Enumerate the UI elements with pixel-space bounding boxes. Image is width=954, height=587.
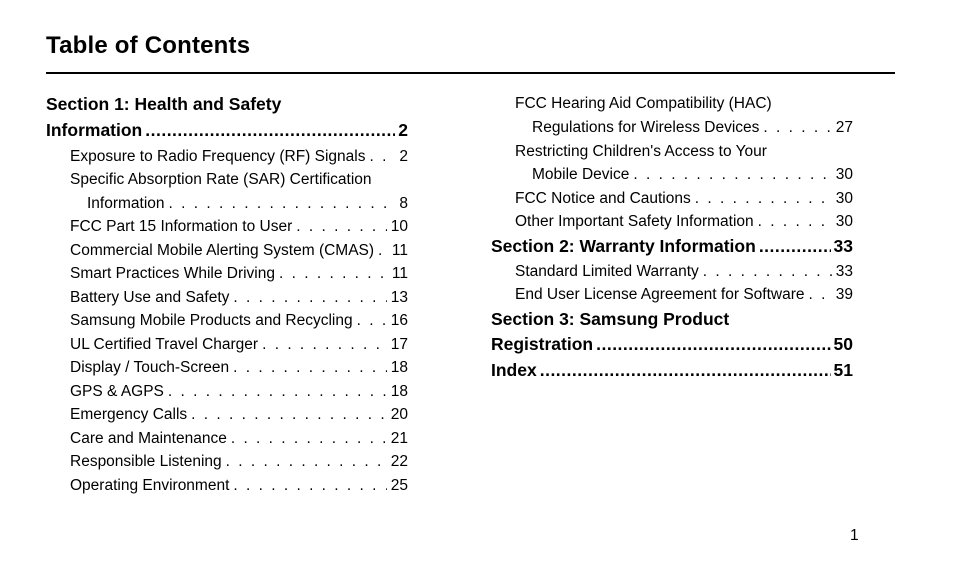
toc-entry[interactable] [70, 218, 408, 236]
toc-page-number: 21 [390, 430, 408, 447]
toc-page-number: 13 [390, 289, 408, 306]
dot-leader [233, 359, 387, 377]
toc-page-number: 16 [390, 312, 408, 329]
dot-leader [145, 120, 395, 141]
toc-section-2-entry[interactable] [491, 236, 853, 257]
dot-leader [191, 406, 387, 424]
toc-page-number: 25 [390, 477, 408, 494]
toc-entry[interactable] [70, 336, 408, 354]
dot-leader [233, 289, 386, 307]
toc-entry-text: FCC Notice and Cautions [515, 190, 691, 207]
toc-entry-text: GPS & AGPS [70, 383, 164, 400]
dot-leader [226, 453, 387, 471]
toc-entry[interactable] [515, 286, 853, 304]
toc-entry[interactable] [70, 148, 408, 166]
toc-entry[interactable] [70, 265, 408, 283]
toc-entry-heading[interactable]: Restricting Children's Access to Your [515, 143, 767, 160]
toc-page-number: 18 [390, 383, 408, 400]
toc-entry[interactable] [515, 213, 853, 231]
toc-section-3-entry[interactable] [491, 334, 853, 355]
dot-leader [758, 213, 832, 231]
toc-entry[interactable] [70, 289, 408, 307]
dot-leader [808, 286, 831, 304]
toc-entry[interactable] [70, 383, 408, 401]
dot-leader [262, 336, 387, 354]
toc-entry-text: Samsung Mobile Products and Recycling [70, 312, 353, 329]
toc-entry-heading[interactable]: Specific Absorption Rate (SAR) Certification [70, 171, 372, 188]
toc-entry-text: Exposure to Radio Frequency (RF) Signals [70, 148, 366, 165]
title-rule [46, 72, 895, 74]
dot-leader [279, 265, 388, 283]
dot-leader [233, 477, 386, 495]
toc-entry-text: Battery Use and Safety [70, 289, 230, 306]
toc-index-entry[interactable] [491, 360, 853, 381]
toc-entry[interactable] [515, 190, 853, 208]
toc-entry-text: Emergency Calls [70, 406, 188, 423]
toc-entry[interactable] [70, 312, 408, 330]
toc-entry-text: Smart Practices While Driving [70, 265, 275, 282]
dot-leader [596, 334, 830, 355]
dot-leader [703, 263, 832, 281]
page-title: Table of Contents [46, 32, 251, 59]
dot-leader [168, 383, 387, 401]
dot-leader [759, 236, 831, 257]
toc-page-number: 18 [390, 359, 408, 376]
toc-page-number: 10 [390, 218, 408, 235]
toc-page-number: 2 [399, 148, 408, 165]
toc-entry[interactable] [532, 166, 853, 184]
dot-leader [378, 242, 388, 260]
toc-entry-text: Section 2: Warranty Information [491, 236, 756, 256]
page-number: 1 [850, 527, 859, 544]
toc-page-number: 11 [391, 265, 408, 282]
toc-page-number: 22 [390, 453, 408, 470]
dot-leader [540, 360, 831, 381]
toc-entry[interactable] [70, 242, 408, 260]
toc-entry[interactable] [532, 119, 853, 137]
dot-leader [357, 312, 387, 330]
toc-entry[interactable] [515, 263, 853, 281]
toc-entry[interactable] [70, 406, 408, 424]
toc-entry[interactable] [70, 477, 408, 495]
toc-page-number: 30 [835, 190, 853, 207]
dot-leader [169, 195, 396, 213]
toc-entry[interactable] [87, 195, 408, 213]
toc-entry-text: Standard Limited Warranty [515, 263, 699, 280]
toc-page-number: 33 [835, 263, 853, 280]
toc-page-number: 51 [833, 360, 853, 380]
dot-leader [763, 119, 831, 137]
toc-entry-text: Responsible Listening [70, 453, 222, 470]
toc-entry-text: Operating Environment [70, 477, 230, 494]
toc-page-number: 39 [835, 286, 853, 303]
dot-leader [695, 190, 832, 208]
toc-entry-text: Other Important Safety Information [515, 213, 754, 230]
toc-entry-heading[interactable]: FCC Hearing Aid Compatibility (HAC) [515, 95, 772, 112]
toc-entry-text: Registration [491, 334, 594, 354]
toc-section-1-heading[interactable]: Section 1: Health and Safety [46, 94, 282, 114]
toc-page-number: 8 [399, 195, 408, 212]
dot-leader [231, 430, 387, 448]
toc-entry-text: Regulations for Wireless Devices [532, 119, 760, 136]
dot-leader [633, 166, 831, 184]
toc-entry[interactable] [70, 359, 408, 377]
dot-leader [370, 148, 396, 166]
toc-section-3-heading[interactable]: Section 3: Samsung Product [491, 309, 730, 329]
dot-leader [296, 218, 387, 236]
toc-entry-text: Mobile Device [532, 166, 630, 183]
toc-page-number: 50 [833, 334, 853, 354]
toc-page-number: 17 [390, 336, 408, 353]
toc-page-number: 2 [398, 120, 408, 140]
toc-entry-text: Care and Maintenance [70, 430, 227, 447]
toc-page-number: 30 [835, 213, 853, 230]
toc-page-number: 11 [391, 242, 408, 259]
toc-entry-text: Information [46, 120, 143, 140]
toc-page-number: 33 [833, 236, 853, 256]
toc-page-number: 27 [835, 119, 853, 136]
toc-page-number: 20 [390, 406, 408, 423]
toc-entry[interactable] [70, 453, 408, 471]
toc-page-number: 30 [835, 166, 853, 183]
toc-entry-text: UL Certified Travel Charger [70, 336, 259, 353]
toc-entry-text: Display / Touch-Screen [70, 359, 230, 376]
toc-entry-text: Information [87, 195, 165, 212]
toc-entry-text: Index [491, 360, 537, 380]
toc-entry[interactable] [70, 430, 408, 448]
toc-entry-text: Commercial Mobile Alerting System (CMAS) [70, 242, 375, 259]
toc-entry-text: End User License Agreement for Software [515, 286, 805, 303]
toc-section-1-entry[interactable] [46, 120, 408, 141]
toc-entry-text: FCC Part 15 Information to User [70, 218, 293, 235]
